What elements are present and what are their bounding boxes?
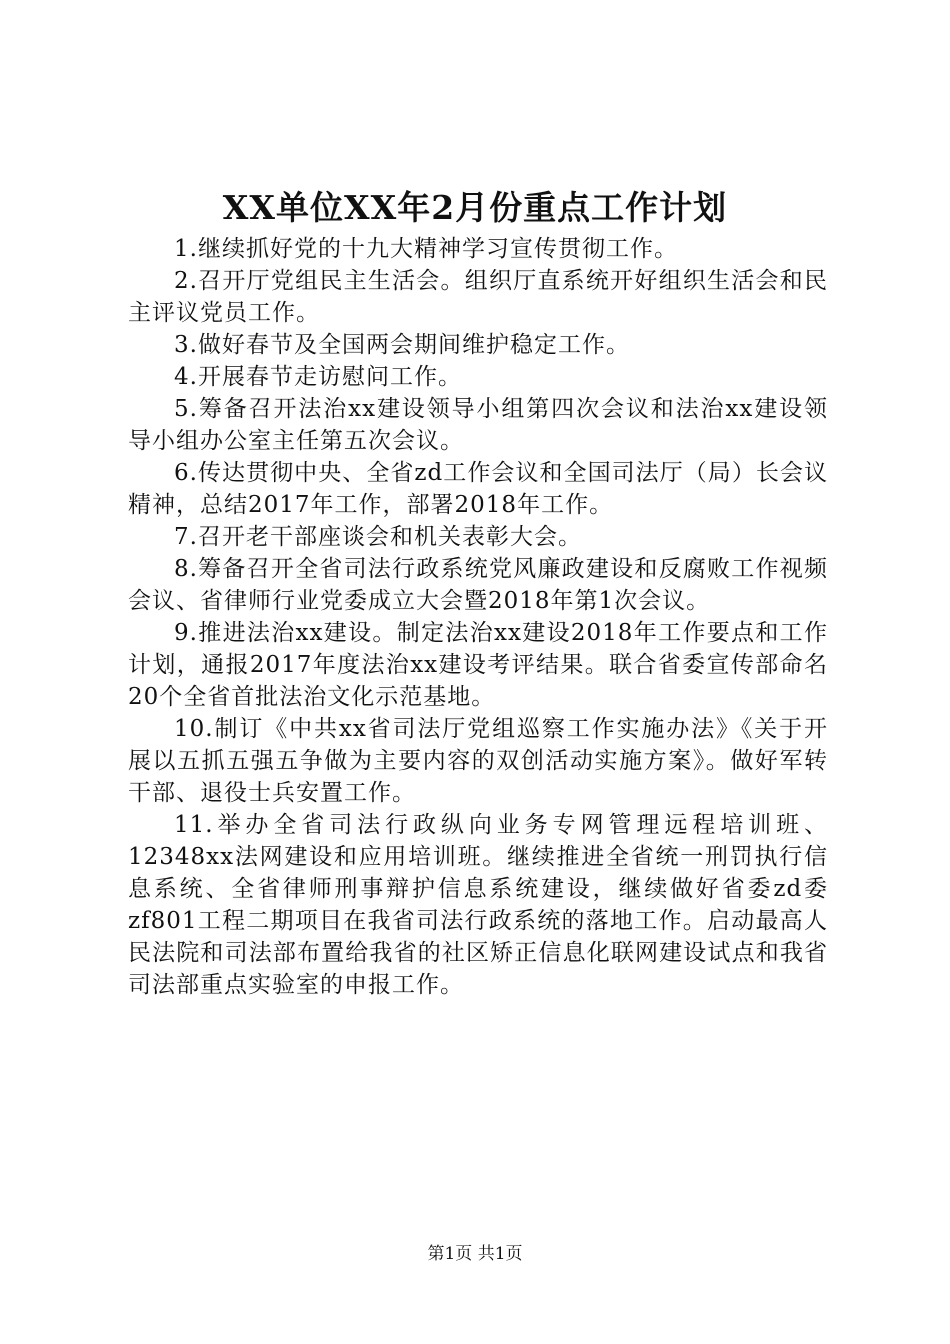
document-body bbox=[128, 233, 828, 1001]
paragraph-10: 10.制订《中共xx省司法厅党组巡察工作实施办法》《关于开展以五抓五强五争做为主要内容的双创活动实施方案》。做好军转干部、退役士兵安置工作。 bbox=[128, 716, 828, 806]
paragraph-6: 6.传达贯彻中央、全省zd工作会议和全国司法厅（局）长会议精神，总结2017年工作，部署2018年工作。 bbox=[128, 460, 828, 518]
paragraph-3: 3.做好春节及全国两会期间维护稳定工作。 bbox=[174, 332, 630, 358]
paragraph-4: 4.开展春节走访慰问工作。 bbox=[174, 364, 462, 390]
document-title: XX单位XX年2月份重点工作计划 bbox=[222, 188, 728, 227]
paragraph-1: 1.继续抓好党的十九大精神学习宣传贯彻工作。 bbox=[174, 236, 678, 262]
paragraph-9: 9.推进法治xx建设。制定法治xx建设2018年工作要点和工作计划，通报2017年度法治xx建设考评结果。联合省委宣传部命名20个全省首批法治文化示范基地。 bbox=[128, 620, 828, 710]
paragraph-5: 5.筹备召开法治xx建设领导小组第四次会议和法治xx建设领导小组办公室主任第五次会议。 bbox=[128, 396, 828, 454]
paragraph-7: 7.召开老干部座谈会和机关表彰大会。 bbox=[174, 524, 582, 550]
paragraph-8: 8.筹备召开全省司法行政系统党风廉政建设和反腐败工作视频会议、省律师行业党委成立大会暨2018年第1次会议。 bbox=[128, 556, 828, 614]
paragraph-2: 2.召开厅党组民主生活会。组织厅直系统开好组织生活会和民主评议党员工作。 bbox=[128, 268, 828, 326]
paragraph-11: 11.举办全省司法行政纵向业务专网管理远程培训班、12348xx法网建设和应用培训班。继续推进全省统一刑罚执行信息系统、全省律师刑事辩护信息系统建设，继续做好省委zd委zf801工程二期项目在我省司法行政系统的落地工作。启动最高人民法院和司法部布置给我省的社区矫正信息化联网建设试点和我省司法部重点实验室的申报工作。 bbox=[128, 812, 828, 998]
page-footer: 第1页 共1页 bbox=[427, 1244, 523, 1264]
